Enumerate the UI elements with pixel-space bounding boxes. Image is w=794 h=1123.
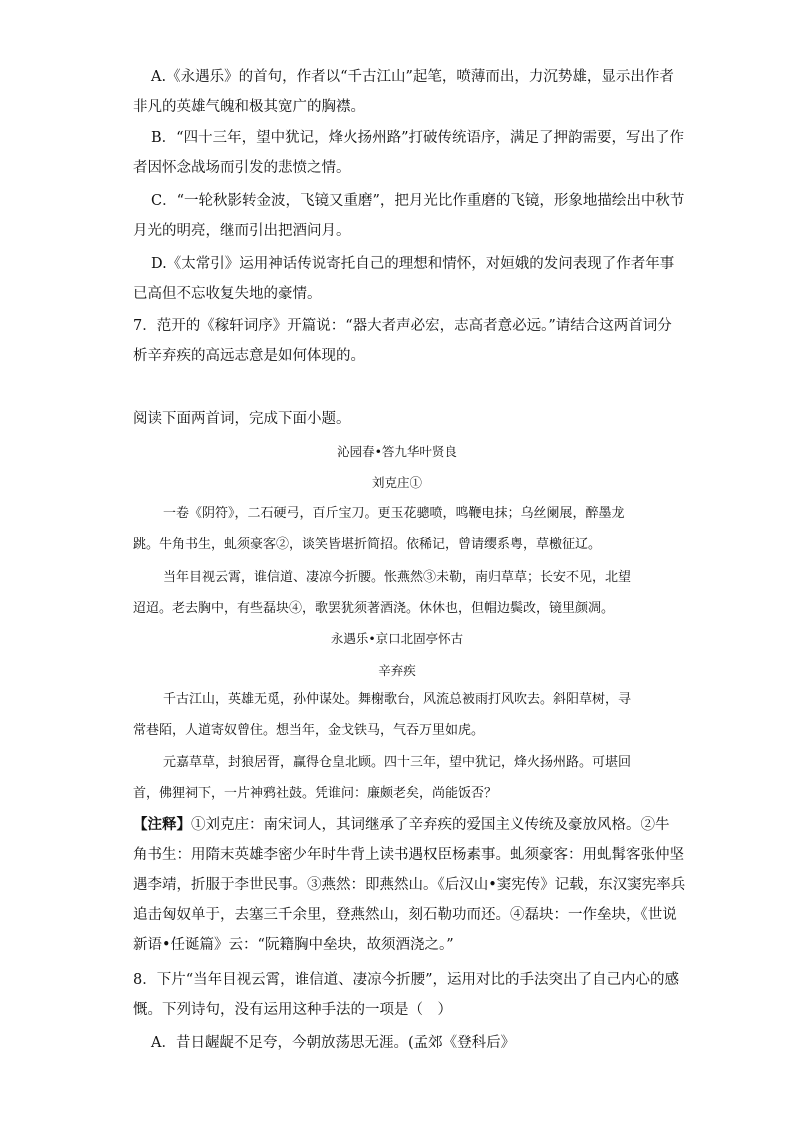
option-a-line-1: A.《永遇乐》的首句，作者以“千古江山”起笔，喷薄而出，力沉势雄，显示出作者: [151, 69, 674, 85]
poem-1-stanza-1: [133, 498, 693, 560]
option-b: [133, 123, 684, 183]
poem-2-stanza-1-line-2: 常巷陌，人道寄奴曾住。想当年，金戈铁马，气吞万里如虎。: [133, 723, 485, 738]
option-c-line-1: C．“一轮秋影转金波，飞镜又重磨”，把月光比作重磨的飞镜，形象地描绘出中秋节: [151, 193, 685, 209]
poem-2-stanza-2-line-1: 元嘉草草，封狼居胥，赢得仓皇北顾。四十三年，望中犹记，烽火扬州路。可堪回: [163, 755, 632, 770]
annotations-line-2: 角书生：用隋末英雄李密少年时牛背上读书遇权臣杨素事。虬须豪客：用虬髯客张仲坚: [133, 847, 684, 863]
option-d-line-2: 已高但不忘收复失地的豪情。: [133, 286, 322, 302]
option-d-line-1: D.《太常引》运用神话传说寄托自己的理想和情怀，对姮娥的发问表现了作者年事: [151, 256, 675, 272]
option-d: [133, 249, 675, 309]
reading-instruction: 阅读下面两首词，完成下面小题。: [133, 411, 351, 427]
annotations: [133, 810, 686, 960]
question-7: [133, 311, 673, 371]
annotations-line-1: [133, 810, 673, 840]
annotations-line-5: 新语•任诞篇》云：“阮籍胸中垒块，故须酒浇之。”: [133, 937, 454, 953]
question-7-line-1: 7．范开的《稼轩词序》开篇说：“器大者声必宏，志高者意必远。”请结合这两首词分: [133, 318, 672, 334]
question-8-line-2: 慨。下列诗句，没有运用这种手法的一项是（ ）: [133, 1002, 452, 1018]
annotations-label: 【注释】: [133, 816, 191, 833]
poem-1-stanza-1-line-2: 跳。牛角书生，虬须豪客②，谈笑皆堪折简招。依稀记，曾请缨系粤，草檄征辽。: [133, 537, 602, 552]
poem-1-author: 刘克庄①: [371, 475, 422, 490]
poem-1-title: 沁园春•答九华叶贤良: [337, 444, 457, 459]
option-a: [133, 62, 674, 122]
poem-2-title: 永遇乐•京口北固亭怀古: [330, 631, 464, 646]
poem-1-stanza-1-line-1: 一卷《阴符》，二石硬弓，百斤宝刀。更玉花骢喷，鸣鞭电抹；乌丝阑展，醉墨龙: [163, 506, 625, 521]
poem-1-stanza-2-line-2: 迢迢。老去胸中，有些磊块④，歌罢犹须著酒浇。休休也，但帽边鬓改，镜里颜凋。: [133, 601, 615, 616]
question-8-option-a: A．昔日龌龊不足夸，今朝放荡思无涯。(孟郊《登科后》: [151, 1035, 516, 1051]
option-a-line-2: 非凡的英雄气魄和极其宽广的胸襟。: [133, 99, 365, 115]
option-c-line-2: 月光的明亮，继而引出把酒问月。: [133, 223, 351, 239]
question-8: [133, 965, 680, 1025]
poem-2-author: 辛弃疾: [378, 663, 416, 678]
annotations-line-4: 追击匈奴单于，去塞三千余里，登燕然山，刻石勒功而还。④磊块：一作垒块，《世说: [133, 907, 677, 923]
poem-2-stanza-1: [133, 684, 693, 746]
option-c: [133, 186, 685, 246]
question-8-line-1: 8．下片“当年目视云霄，谁信道、凄凉今折腰”，运用对比的手法突出了自己内心的感: [133, 972, 680, 988]
annotations-line-3: 遇李靖，折服于李世民事。③燕然：即燕然山。《后汉山•窦宪传》记载，东汉窦宪率兵: [133, 877, 686, 893]
option-b-line-1: B．“四十三年，望中犹记，烽火扬州路”打破传统语序，满足了押韵需要，写出了作: [151, 130, 684, 146]
poem-2-stanza-2: [133, 747, 693, 809]
poem-2-stanza-2-line-2: 首，佛狸祠下，一片神鸦社鼓。凭谁问：廉颇老矣，尚能饭否？: [133, 786, 498, 801]
annotations-text-1: ①刘克庄：南宋词人，其词继承了辛弃疾的爱国主义传统及豪放风格。②牛: [191, 817, 670, 833]
option-b-line-2: 者因怀念战场而引发的悲愤之情。: [133, 160, 351, 176]
poem-2-stanza-1-line-1: 千古江山，英雄无觅，孙仲谋处。舞榭歌台，风流总被雨打风吹去。斜阳草树，寻: [163, 692, 632, 707]
poem-1-stanza-2: [133, 562, 693, 624]
poem-1-stanza-2-line-1: 当年目视云霄，谁信道、凄凉今折腰。怅燕然③未勒，南归草草；长安不见，北望: [163, 570, 632, 585]
question-7-line-2: 析辛弃疾的高远志意是如何体现的。: [133, 348, 365, 364]
